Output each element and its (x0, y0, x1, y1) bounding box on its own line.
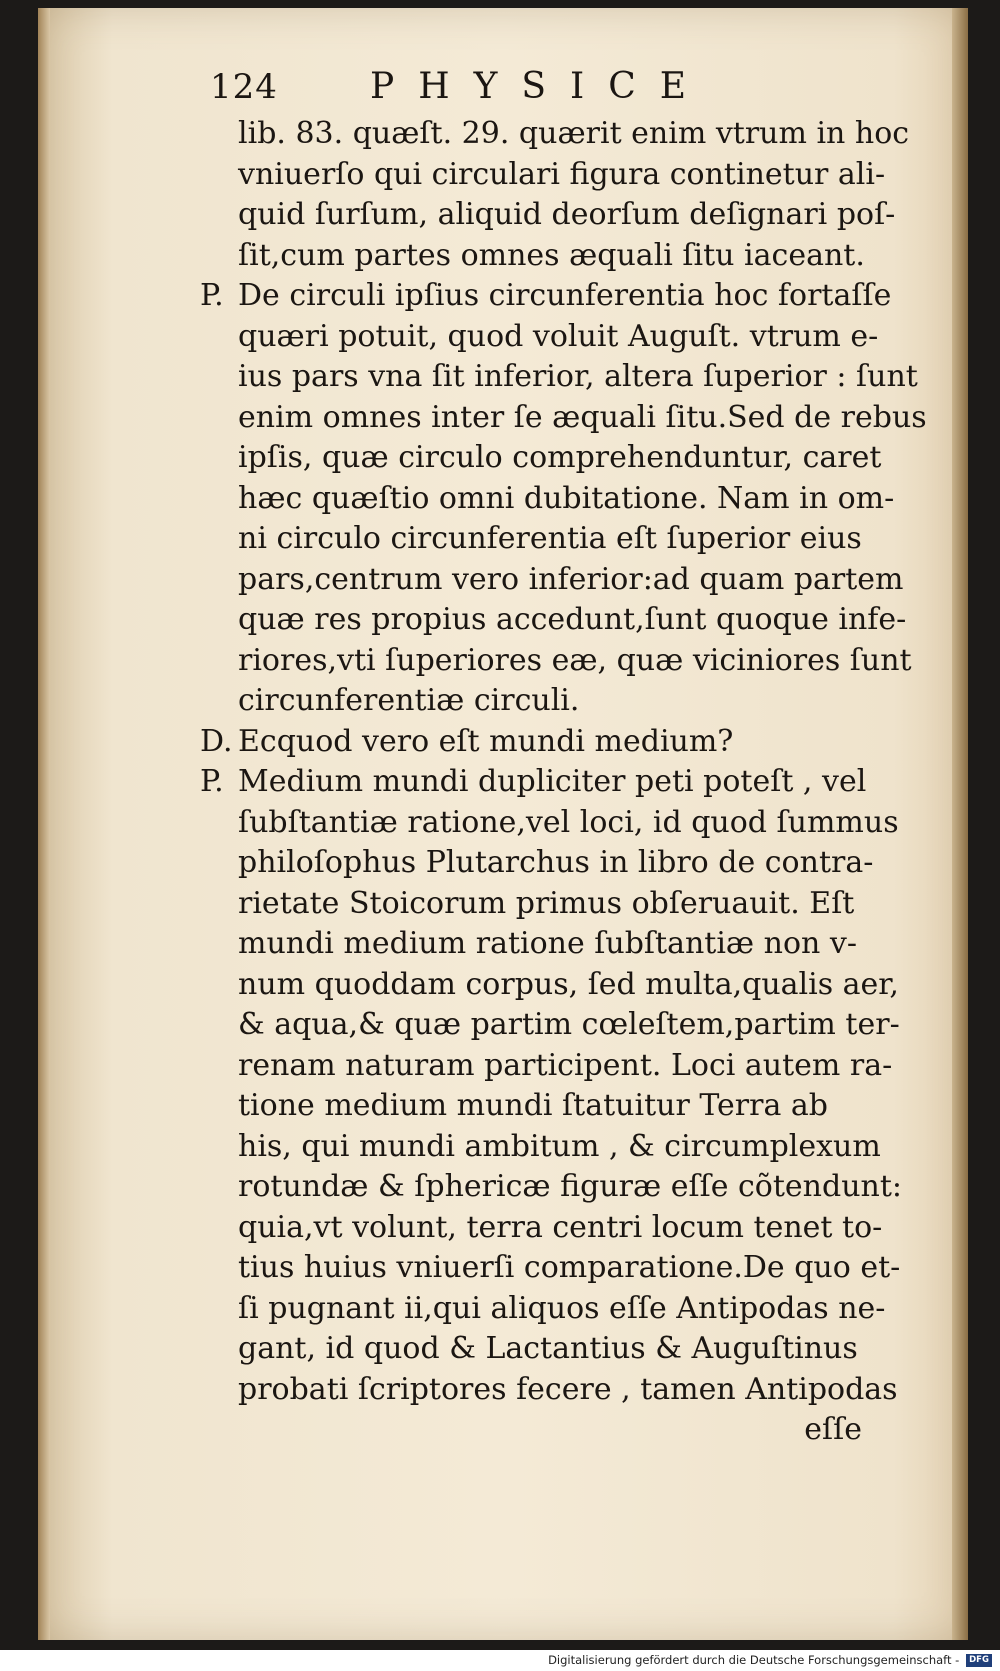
line-text: gant, id quod & Lactantius & Auguſtinus (238, 1331, 858, 1366)
text-body (200, 114, 927, 1451)
dfg-logo: DFG (966, 1654, 992, 1667)
text-line (200, 236, 890, 277)
text-line (200, 1248, 901, 1289)
line-text: rietate Stoicorum primus obſeruauit. Eſt (238, 885, 855, 921)
line-text: rotundæ & ſphericæ figuræ eſſe cõtendunt: (238, 1169, 902, 1204)
line-text: riores,vti ſuperiores eæ, quæ viciniores ſunt (238, 642, 912, 678)
text-line (200, 1086, 890, 1127)
text-line (200, 479, 895, 520)
text-line (200, 1329, 890, 1370)
text-line (200, 600, 907, 641)
text-line (200, 398, 927, 439)
line-text: ſit,cum partes omnes æquali ſitu iaceant. (238, 237, 865, 273)
line-text: hæc quæſtio omni dubitatione. Nam in om- (238, 480, 895, 516)
line-text: ſi pugnant ii,qui aliquos eſſe Antipodas ne- (238, 1290, 886, 1326)
text-line (200, 276, 890, 317)
text-line (200, 317, 890, 358)
page-gutter (38, 8, 50, 1640)
line-text: quia,vt volunt, terra centri locum tenet to- (238, 1209, 883, 1245)
line-text: tius huius vniuerſi comparatione.De quo et- (238, 1250, 901, 1285)
footer-bar (0, 1650, 1000, 1671)
text-line (200, 1289, 890, 1330)
line-text: probati ſcriptores fecere , tamen Antipodas (238, 1371, 898, 1407)
speaker-marker: P. (200, 278, 224, 313)
line-text: num quoddam corpus, ſed multa,qualis aer, (238, 966, 899, 1002)
text-line (200, 965, 899, 1006)
line-text: ipſis, quæ circulo comprehenduntur, caret (238, 440, 882, 475)
line-text: quæri potuit, quod voluit Auguſt. vtrum e- (238, 318, 879, 354)
line-text: Ecquod vero eſt mundi medium? (238, 723, 734, 759)
text-line (200, 1370, 898, 1411)
line-text: mundi medium ratione ſubſtantiæ non v- (238, 926, 857, 961)
text-line (200, 560, 904, 601)
page-edge (952, 8, 968, 1640)
text-line (200, 357, 918, 398)
line-text: Medium mundi dupliciter peti poteſt , vel (238, 764, 867, 799)
text-line (200, 924, 890, 965)
line-text: renam naturam participent. Loci autem ra- (238, 1047, 893, 1083)
text-line (200, 1005, 900, 1046)
line-text: enim omnes inter ſe æquali ſitu.Sed de rebus (238, 399, 927, 435)
line-text: quid ſurſum, aliquid deorſum deſignari poſ- (238, 197, 896, 232)
running-title: PHYSICE (370, 66, 711, 107)
line-text: & aqua,& quæ partim cœleſtem,partim ter- (238, 1007, 900, 1042)
page-number: 124 (210, 67, 278, 107)
line-text: ni circulo circunferentia eſt ſuperior eius (238, 521, 862, 556)
text-line (200, 762, 890, 803)
line-text: ius pars vna ſit inferior, altera ſuperior : ſunt (238, 359, 918, 394)
text-line (200, 438, 890, 479)
line-text: philoſophus Plutarchus in libro de contra- (238, 845, 874, 880)
text-line (200, 519, 890, 560)
text-line (200, 1046, 893, 1087)
line-text: quæ res propius accedunt,ſunt quoque infe- (238, 602, 907, 637)
text-line (200, 803, 899, 844)
text-line (200, 884, 890, 925)
footer-credit: Digitalisierung gefördert durch die Deutsche Forschungsgemeinschaft - (548, 1653, 960, 1667)
line-text: his, qui mundi ambitum , & circumplexum (238, 1128, 881, 1164)
speaker-marker: P. (200, 764, 224, 799)
text-line (200, 722, 890, 763)
line-text: vniuerſo qui circulari figura continetur ali- (238, 156, 886, 192)
text-line (200, 681, 890, 722)
text-line (200, 843, 890, 884)
line-text: De circuli ipſius circunferentia hoc fortaſſe (238, 278, 892, 313)
text-line (200, 1167, 902, 1208)
line-text: circunferentiæ circuli. (238, 683, 580, 718)
line-text: pars,centrum vero inferior:ad quam partem (238, 561, 904, 597)
text-line (200, 1208, 890, 1249)
speaker-marker: D. (200, 723, 233, 759)
text-line (200, 114, 910, 155)
running-head (210, 62, 930, 112)
text-line (200, 195, 896, 236)
text-line (200, 1127, 890, 1168)
catchword: eſſe (804, 1412, 862, 1447)
text-line (200, 155, 890, 196)
line-text: ſubſtantiæ ratione,vel loci, id quod ſummus (238, 804, 899, 840)
text-line (200, 641, 912, 682)
line-text: lib. 83. quæſt. 29. quærit enim vtrum in hoc (238, 116, 910, 151)
line-text: tione medium mundi ſtatuitur Terra ab (238, 1088, 828, 1123)
